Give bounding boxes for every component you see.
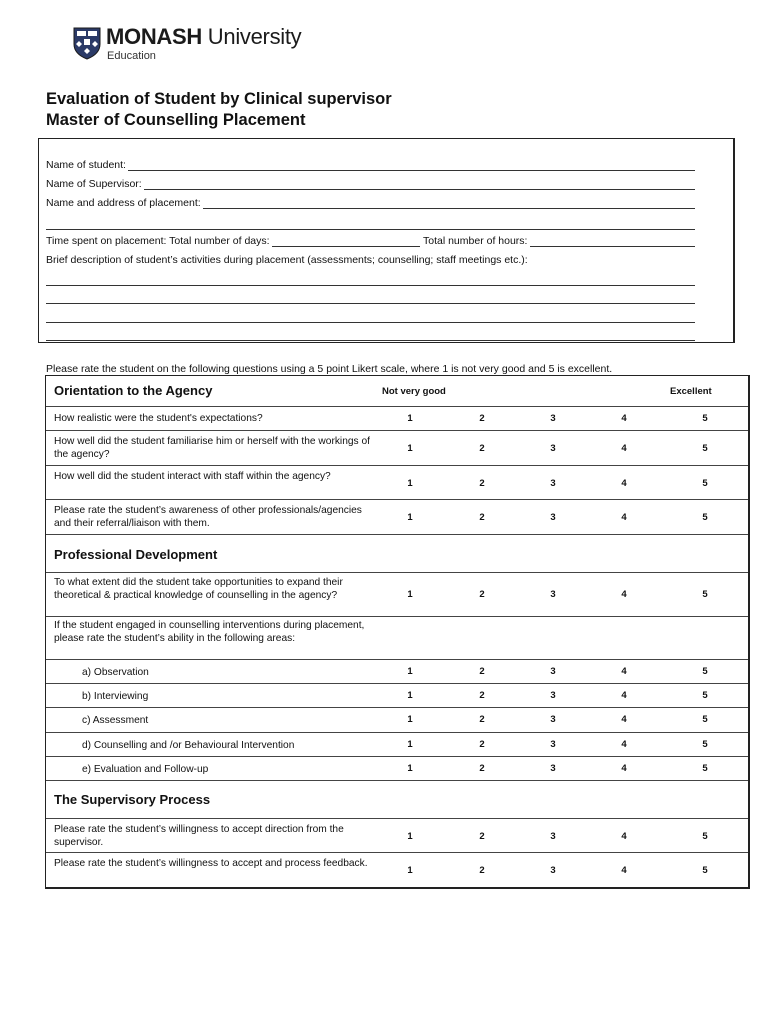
rating-option-1[interactable]: 1 (407, 512, 413, 523)
rating-option-1[interactable]: 1 (407, 831, 413, 842)
rating-option-5[interactable]: 5 (702, 666, 708, 677)
rating-option-4[interactable]: 4 (621, 478, 627, 489)
table-row (46, 818, 748, 852)
rating-option-3[interactable]: 3 (550, 478, 556, 489)
rating-option-5[interactable]: 5 (702, 413, 708, 424)
rating-option-5[interactable]: 5 (702, 690, 708, 701)
scale-high-label: Excellent (670, 386, 712, 397)
rating-option-2[interactable]: 2 (479, 739, 485, 750)
rating-option-5[interactable]: 5 (702, 589, 708, 600)
question-text: Please rate the student’s willingness to accept direction from the supervisor. (54, 824, 344, 848)
activities-label: Brief description of student’s activities during placement (assessments; counselling; staff meetings etc.): (46, 254, 528, 266)
rating-option-2[interactable]: 2 (479, 589, 485, 600)
table-row (46, 852, 748, 887)
section-header (46, 780, 748, 818)
table-row (46, 756, 748, 780)
page-title (46, 89, 392, 131)
rating-option-2[interactable]: 2 (479, 512, 485, 523)
rating-option-4[interactable]: 4 (621, 831, 627, 842)
rating-option-4[interactable]: 4 (621, 690, 627, 701)
rating-option-1[interactable]: 1 (407, 739, 413, 750)
activities-line-1[interactable] (46, 285, 695, 286)
question-text: How well did the student familiarise him or herself with the workings of the agency? (54, 436, 370, 460)
rating-option-1[interactable]: 1 (407, 413, 413, 424)
rating-option-2[interactable]: 2 (479, 666, 485, 677)
rating-option-5[interactable]: 5 (702, 443, 708, 454)
rating-option-5[interactable]: 5 (702, 478, 708, 489)
rating-option-2[interactable]: 2 (479, 413, 485, 424)
question-text: Please rate the student’s willingness to accept and process feedback. (54, 858, 368, 869)
rating-option-3[interactable]: 3 (550, 714, 556, 725)
table-row (46, 572, 748, 616)
table-row (46, 430, 748, 465)
rating-option-4[interactable]: 4 (621, 739, 627, 750)
question-text: Please rate the student’s awareness of other professionals/agencies and their referral/liaison with them. (54, 505, 362, 529)
rating-option-5[interactable]: 5 (702, 739, 708, 750)
rating-option-2[interactable]: 2 (479, 714, 485, 725)
activities-line-2[interactable] (46, 303, 695, 304)
rating-option-1[interactable]: 1 (407, 865, 413, 876)
rating-option-4[interactable]: 4 (621, 763, 627, 774)
question-text: How realistic were the student's expectations? (54, 413, 263, 424)
rating-option-1[interactable]: 1 (407, 443, 413, 454)
rating-option-1[interactable]: 1 (407, 714, 413, 725)
rating-option-4[interactable]: 4 (621, 865, 627, 876)
title-line-1: Evaluation of Student by Clinical supervisor (46, 90, 392, 108)
rating-option-2[interactable]: 2 (479, 443, 485, 454)
student-info-box (38, 138, 735, 343)
rating-option-2[interactable]: 2 (479, 831, 485, 842)
supervisor-name-field[interactable]: Name of Supervisor: (46, 178, 695, 191)
placement-field-line-2[interactable] (46, 229, 695, 230)
rating-option-4[interactable]: 4 (621, 413, 627, 424)
rating-option-3[interactable]: 3 (550, 690, 556, 701)
rating-option-2[interactable]: 2 (479, 865, 485, 876)
placement-field[interactable]: Name and address of placement: (46, 197, 695, 210)
question-text: How well did the student interact with staff within the agency? (54, 471, 331, 482)
rating-option-4[interactable]: 4 (621, 666, 627, 677)
section-header (46, 534, 748, 572)
table-row (46, 499, 748, 534)
table-row (46, 707, 748, 732)
monash-crest-icon (70, 26, 104, 60)
section-title: Orientation to the Agency (54, 383, 213, 398)
activities-line-3[interactable] (46, 322, 695, 323)
rating-option-5[interactable]: 5 (702, 714, 708, 725)
rating-option-1[interactable]: 1 (407, 666, 413, 677)
table-row (46, 732, 748, 756)
title-line-2: Master of Counselling Placement (46, 111, 306, 129)
rating-option-4[interactable]: 4 (621, 714, 627, 725)
rating-option-1[interactable]: 1 (407, 589, 413, 600)
rating-option-5[interactable]: 5 (702, 512, 708, 523)
table-row (46, 465, 748, 499)
scale-low-label: Not very good (382, 386, 446, 397)
table-row (46, 406, 748, 430)
rating-option-3[interactable]: 3 (550, 413, 556, 424)
activities-line-4[interactable] (46, 340, 695, 341)
rating-table (45, 375, 750, 889)
section-header (46, 376, 748, 406)
rating-instructions: Please rate the student on the following questions using a 5 point Likert scale, where 1 is not very good and 5 is excellent. (46, 363, 613, 375)
question-text: To what extent did the student take opportunities to expand their theoretical & practical knowledge of counselling in the agency? (54, 577, 343, 601)
question-intro-text: If the student engaged in counselling interventions during placement, please rate the student’s ability in the following areas: (54, 620, 365, 644)
rating-option-3[interactable]: 3 (550, 865, 556, 876)
rating-option-1[interactable]: 1 (407, 690, 413, 701)
brand-subtitle: Education (107, 50, 156, 62)
rating-option-4[interactable]: 4 (621, 443, 627, 454)
table-row (46, 683, 748, 707)
student-name-field[interactable]: Name of student: (46, 159, 695, 172)
rating-option-5[interactable]: 5 (702, 763, 708, 774)
subitem-text: a) Observation (82, 667, 149, 678)
rating-option-3[interactable]: 3 (550, 443, 556, 454)
rating-option-5[interactable]: 5 (702, 865, 708, 876)
rating-option-1[interactable]: 1 (407, 478, 413, 489)
rating-option-3[interactable]: 3 (550, 831, 556, 842)
subitem-text: c) Assessment (82, 715, 149, 726)
rating-option-3[interactable]: 3 (550, 512, 556, 523)
rating-option-4[interactable]: 4 (621, 589, 627, 600)
rating-option-2[interactable]: 2 (479, 690, 485, 701)
rating-option-3[interactable]: 3 (550, 739, 556, 750)
days-field[interactable]: Time spent on placement: Total number of days: Total number of hours: (46, 235, 695, 248)
rating-option-5[interactable]: 5 (702, 831, 708, 842)
rating-option-3[interactable]: 3 (550, 666, 556, 677)
brand-name: MONASH University (106, 24, 302, 49)
rating-option-3[interactable]: 3 (550, 589, 556, 600)
section-title: The Supervisory Process (54, 792, 211, 807)
subitem-text: e) Evaluation and Follow-up (82, 764, 209, 775)
rating-option-3[interactable]: 3 (550, 763, 556, 774)
rating-option-1[interactable]: 1 (407, 763, 413, 774)
section-title: Professional Development (54, 547, 218, 562)
rating-option-4[interactable]: 4 (621, 512, 627, 523)
rating-option-2[interactable]: 2 (479, 478, 485, 489)
table-row (46, 659, 748, 683)
subitem-text: d) Counselling and /or Behavioural Intervention (82, 740, 295, 751)
hours-label: Total number of hours: (420, 235, 530, 247)
table-row (46, 616, 748, 659)
rating-option-2[interactable]: 2 (479, 763, 485, 774)
subitem-text: b) Interviewing (82, 691, 149, 702)
monash-logo (70, 24, 310, 64)
